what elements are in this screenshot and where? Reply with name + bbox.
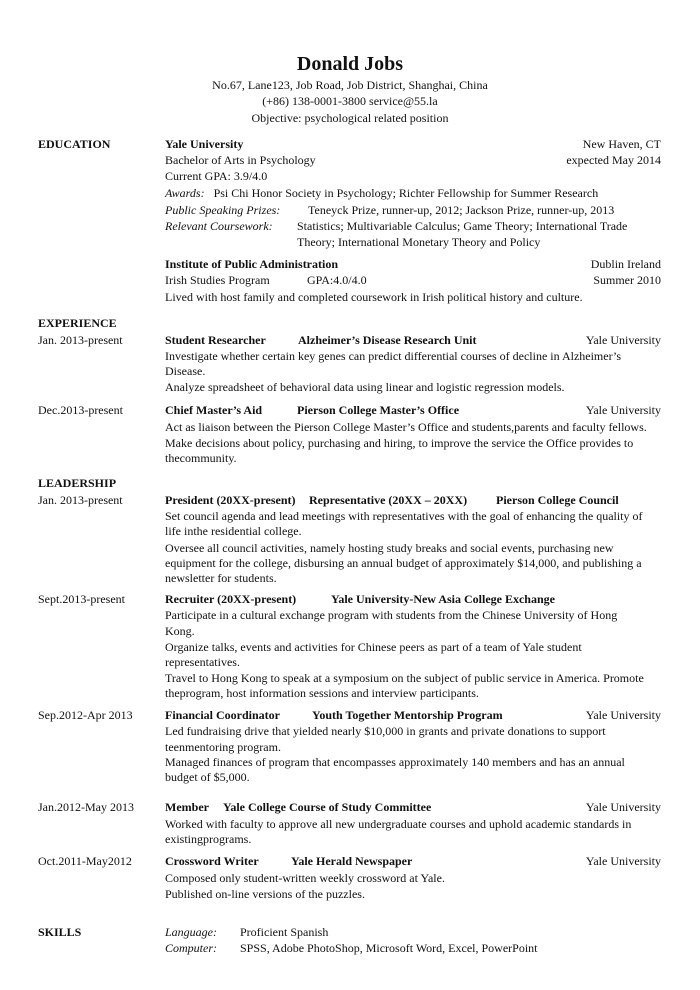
leadership-title: Crossword Writer [165, 854, 259, 868]
experience-line: Act as liaison between the Pierson College Master’s Office and students,parents and faculty fellows. [165, 420, 647, 434]
education-yale-prizes [165, 203, 661, 219]
awards-label: Awards: [165, 186, 205, 200]
awards-text: Psi Chi Honor Society in Psychology; Richter Fellowship for Summer Research [213, 186, 599, 200]
education-yale-school: Yale University [165, 137, 244, 151]
leadership-location: Yale University [585, 708, 661, 722]
coursework-line-1: Statistics; Multivariable Calculus; Game Theory; International Trade [297, 219, 628, 233]
education-yale-location: New Haven, CT [582, 137, 661, 151]
leadership-line: equipment for the college, disbursing an annual budget of approximately $14,000, and publishing a [165, 556, 642, 570]
leadership-line: theprogram, host information sessions and interview participants. [165, 686, 479, 700]
address-line: No.67, Lane123, Job Road, Job District, Shanghai, China [212, 78, 488, 92]
education-yale-date: expected May 2014 [566, 153, 661, 167]
leadership-date: Jan.2012-May 2013 [38, 800, 134, 814]
leadership-line: Organize talks, events and activities for Chinese peers as part of a team of Yale student [165, 640, 582, 654]
leadership-location: Yale University [585, 854, 661, 868]
leadership-line: Published on-line versions of the puzzles. [165, 887, 365, 901]
education-yale-gpa: Current GPA: 3.9/4.0 [165, 169, 268, 183]
leadership-title: Member [165, 800, 209, 814]
experience-location: Yale University [585, 403, 661, 417]
experience-org: Alzheimer’s Disease Research Unit [298, 333, 477, 347]
leadership-date: Sept.2013-present [38, 592, 125, 606]
section-heading-experience: EXPERIENCE [38, 316, 117, 330]
experience-line: Disease. [165, 364, 206, 378]
leadership-org: Yale College Course of Study Committee [223, 800, 432, 814]
leadership-title-row [165, 592, 661, 608]
leadership-location: Yale University [585, 800, 661, 814]
leadership-date: Jan. 2013-present [38, 493, 123, 507]
leadership-org: Yale University-New Asia College Exchange [331, 592, 555, 606]
leadership-org: Youth Together Mentorship Program [312, 708, 503, 722]
leadership-title: President (20XX-present) [165, 493, 296, 507]
experience-line: Make decisions about policy, purchasing and hiring, to improve the service the Office provides to [165, 436, 634, 450]
leadership-line: Kong. [165, 624, 195, 638]
skills-language-label: Language: [165, 925, 217, 939]
education-ipa-program-row [165, 273, 661, 289]
leadership-line: Oversee all council activities, namely hosting study breaks and social events, purchasing new [165, 541, 614, 555]
education-yale-awards [165, 186, 661, 202]
skills-computer-row [165, 941, 661, 957]
leadership-line: Composed only student-written weekly crossword at Yale. [165, 871, 445, 885]
leadership-line: newsletter for students. [165, 571, 277, 585]
leadership-title-2: Representative (20XX – 20XX) [309, 493, 468, 507]
section-heading-leadership: LEADERSHIP [38, 476, 117, 490]
experience-title: Chief Master’s Aid [165, 403, 263, 417]
experience-date: Dec.2013-present [38, 403, 123, 417]
contact-line: (+86) 138-0001-3800 service@55.la [262, 94, 438, 108]
leadership-org: Yale Herald Newspaper [291, 854, 413, 868]
education-ipa-location: Dublin Ireland [590, 257, 661, 271]
objective-line: Objective: psychological related position [251, 111, 449, 125]
experience-date: Jan. 2013-present [38, 333, 123, 347]
section-heading-education: EDUCATION [38, 137, 111, 151]
skills-language: Proficient Spanish [240, 925, 329, 939]
education-ipa-school: Institute of Public Administration [165, 257, 339, 271]
education-yale-coursework [165, 219, 661, 235]
leadership-line: Travel to Hong Kong to speak at a symposium on the subject of public service in America. Promote [165, 671, 644, 685]
experience-line: thecommunity. [165, 451, 237, 465]
leadership-line: Managed finances of program that encompasses approximately 140 members and has an annual [165, 755, 625, 769]
skills-computer-label: Computer: [165, 941, 217, 955]
leadership-title-row [165, 493, 661, 509]
coursework-line-2: Theory; International Monetary Theory and Policy [297, 235, 541, 249]
leadership-line: Participate in a cultural exchange program with students from the Chinese University of Hong [165, 608, 618, 622]
education-ipa-date: Summer 2010 [593, 273, 661, 287]
experience-line: Analyze spreadsheet of behavioral data using linear and logistic regression models. [165, 380, 565, 394]
education-ipa-gpa: GPA:4.0/4.0 [307, 273, 367, 287]
leadership-line: life inthe residential college. [165, 524, 302, 538]
experience-title: Student Researcher [165, 333, 266, 347]
experience-line: Investigate whether certain key genes can predict differential courses of decline in Alzheimer’s [165, 349, 622, 363]
experience-location: Yale University [585, 333, 661, 347]
leadership-line: Worked with faculty to approve all new undergraduate courses and uphold academic standards in [165, 817, 632, 831]
section-heading-skills: SKILLS [38, 925, 82, 939]
prizes-label: Public Speaking Prizes: [165, 203, 281, 217]
leadership-line: budget of $5,000. [165, 770, 250, 784]
leadership-line: Set council agenda and lead meetings with representatives with the goal of enhancing the quality of [165, 509, 643, 523]
experience-org: Pierson College Master’s Office [297, 403, 460, 417]
prizes-text: Teneyck Prize, runner-up, 2012; Jackson Prize, runner-up, 2013 [308, 203, 615, 217]
leadership-line: Led fundraising drive that yielded nearly $10,000 in grants and private donations to support [165, 724, 606, 738]
education-yale-degree: Bachelor of Arts in Psychology [165, 153, 316, 167]
leadership-line: representatives. [165, 655, 240, 669]
leadership-date: Oct.2011-May2012 [38, 854, 132, 868]
education-ipa-note: Lived with host family and completed coursework in Irish political history and culture. [165, 290, 583, 304]
leadership-org: Pierson College Council [496, 493, 619, 507]
skills-computer: SPSS, Adobe PhotoShop, Microsoft Word, Excel, PowerPoint [240, 941, 538, 955]
leadership-date: Sep.2012-Apr 2013 [38, 708, 133, 722]
leadership-title: Financial Coordinator [165, 708, 281, 722]
coursework-label: Relevant Coursework: [165, 219, 273, 233]
leadership-line: existingprograms. [165, 832, 252, 846]
leadership-line: teenmentoring program. [165, 740, 281, 754]
resume-name: Donald Jobs [296, 53, 404, 75]
leadership-title: Recruiter (20XX-present) [165, 592, 297, 606]
skills-language-row [165, 925, 661, 941]
education-ipa-program: Irish Studies Program [165, 273, 270, 287]
